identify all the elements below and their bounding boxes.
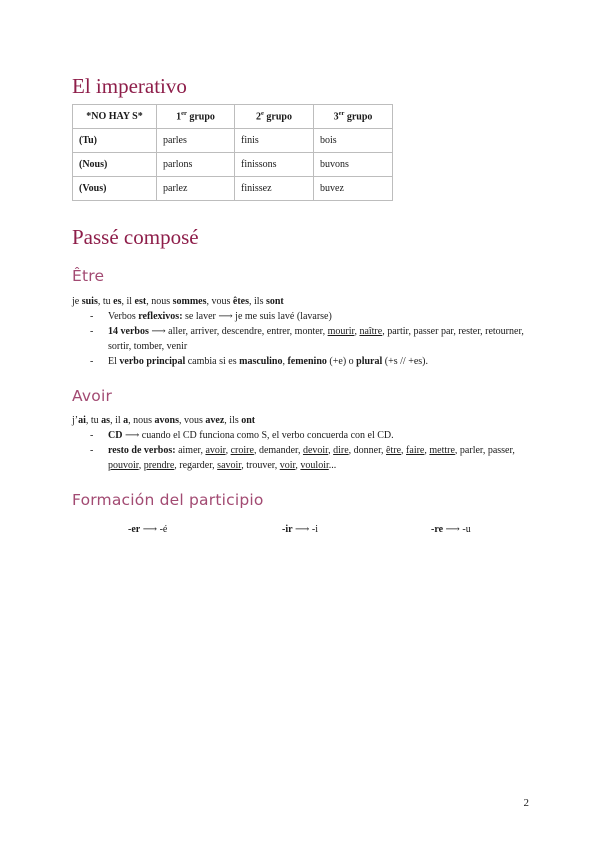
list-item: - 14 verbos ⟶ aller, arriver, descendre, entrer, monter, mourir, naître, partir, passer par, rester, retourner, sortir, tomber, venir xyxy=(72,324,540,354)
avoir-heading: Avoir xyxy=(72,387,113,405)
imperativo-title: El imperativo xyxy=(72,74,187,98)
avoir-section xyxy=(72,413,540,473)
list-item: - resto de verbos: aimer, avoir, croire, demander, devoir, dire, donner, être, faire, mettre, parler, passer, pouvoir, prendre, regarder, savoir, trouver, voir, vouloir... xyxy=(72,443,540,473)
table-header-cell: 3er grupo xyxy=(314,105,393,129)
table-row xyxy=(73,129,393,153)
table-cell: parlez xyxy=(157,177,235,201)
list-item: - CD ⟶ cuando el CD funciona como S, el verbo concuerda con el CD. xyxy=(72,428,540,443)
passe-compose-title: Passé composé xyxy=(72,225,199,249)
etre-conjugation: je suis, tu es, il est, nous sommes, vous êtes, ils sont xyxy=(72,296,284,307)
table-cell: finissons xyxy=(235,153,314,177)
page-number: 2 xyxy=(523,797,529,809)
participio-rule-er: -er ⟶ -é xyxy=(128,524,168,535)
table-header-cell: 2e grupo xyxy=(235,105,314,129)
participio-rule-ir: -ir ⟶ -i xyxy=(282,524,318,535)
table-cell: (Vous) xyxy=(73,177,157,201)
avoir-conjugation: j’ai, tu as, il a, nous avons, vous avez, ils ont xyxy=(72,415,256,426)
table-row xyxy=(73,153,393,177)
table-cell: parles xyxy=(157,129,235,153)
table-row xyxy=(73,177,393,201)
list-item: - Verbos reflexivos: se laver ⟶ je me suis lavé (lavarse) xyxy=(72,309,540,324)
table-cell: buvez xyxy=(314,177,393,201)
table-cell: bois xyxy=(314,129,393,153)
table-cell: finis xyxy=(235,129,314,153)
table-header-cell: *NO HAY S* xyxy=(73,105,157,129)
table-cell: (Tu) xyxy=(73,129,157,153)
list-item: - El verbo principal cambia si es masculino, femenino (+e) o plural (+s // +es). xyxy=(72,354,540,369)
etre-heading: Être xyxy=(72,267,105,285)
etre-section xyxy=(72,294,540,369)
participio-rule-re: -re ⟶ -u xyxy=(431,524,471,535)
table-header-cell: 1er grupo xyxy=(157,105,235,129)
table-cell: buvons xyxy=(314,153,393,177)
participio-heading: Formación del participio xyxy=(72,491,264,509)
table-cell: finissez xyxy=(235,177,314,201)
table-header-row xyxy=(73,105,393,129)
imperativo-table xyxy=(72,104,393,201)
table-cell: parlons xyxy=(157,153,235,177)
table-cell: (Nous) xyxy=(73,153,157,177)
